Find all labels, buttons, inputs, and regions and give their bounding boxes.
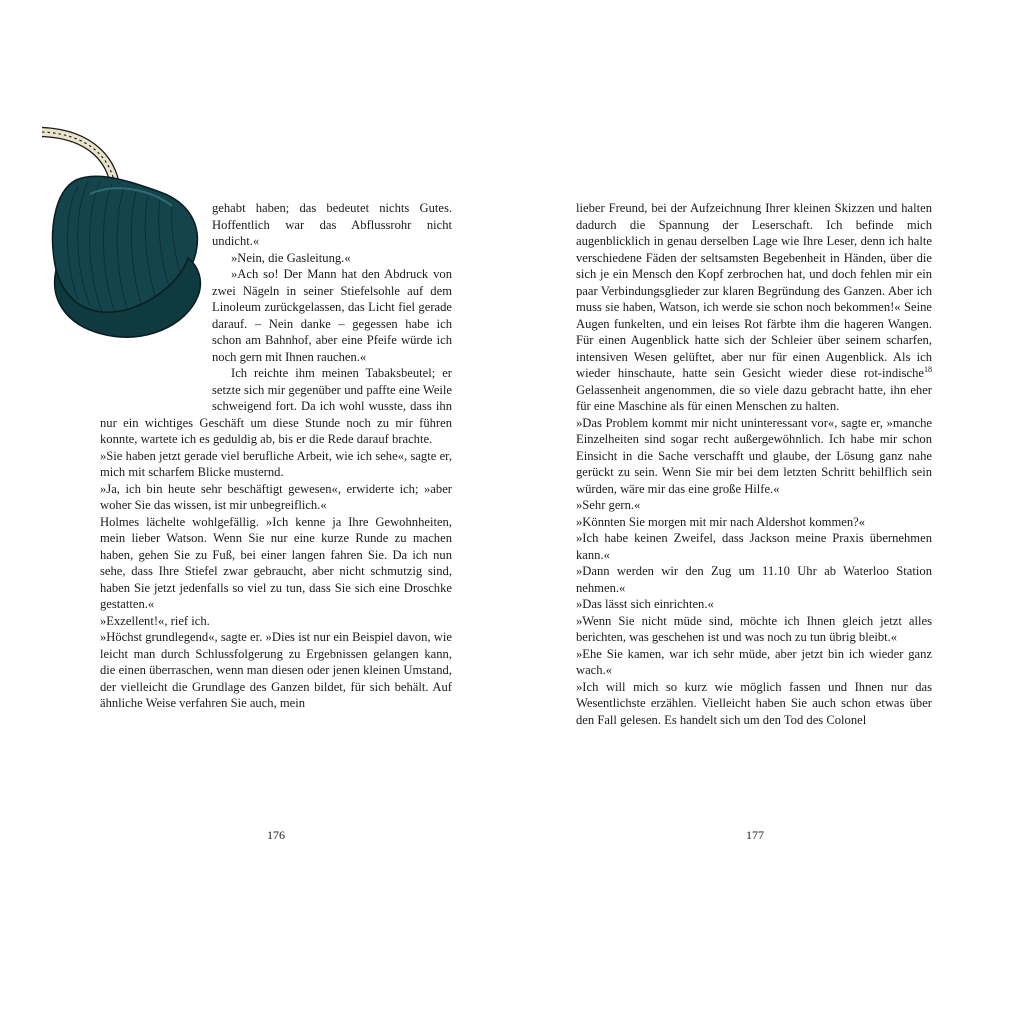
paragraph: »Höchst grundlegend«, sagte er. »Dies ist nur ein Beispiel davon, wie leicht man durch Schlussfolgerung zu Ergebnissen gelangen kann, die einen überraschen, wenn man diesen oder jenen kleinen Umstand, der vielleicht die Grundlage des Ganzen bildet, für sich behält. Auf ähnliche Weise verfahren Sie auch, mein — [100, 630, 452, 710]
illustration-text-wrap-spacer — [100, 200, 212, 406]
paragraph: »Ja, ich bin heute sehr beschäftigt gewesen«, erwiderte ich; »aber woher Sie das wissen, ist mir unbegreiflich.« — [100, 481, 452, 512]
paragraph: »Wenn Sie nicht müde sind, möchte ich Ihnen gleich jetzt alles berichten, was geschehen ist und was noch zu tun übrig bleibt.« — [576, 613, 932, 644]
paragraph-text: lieber Freund, bei der Aufzeichnung Ihrer kleinen Skizzen und halten dadurch die Spannung der Leserschaft. Ich befinde mich augenblicklich in genau derselben Lage wie Ihre Leser, denn ich halte verschiedene Fäden der seltsamsten Begebenheit in Händen, über die sich je ein Mensch den Kopf zerbrochen hat, und doch fehlen mir ein paar Verbindungsglieder zur klaren Begründung des Ganzen. Aber ich muss sie haben, Watson, ich werde sie schon noch bekommen!« Seine Augen funkelten, und ein leises Rot färbte ihm die hageren Wangen. Für einen Augenblick hatte sich der Schleier über seinem scharfen, intensiven Wesen gelüftet, aber nur für einen Augenblick. Als ich wieder hinschaute, hatte sein Gesicht wieder diese rot-indische — [576, 201, 932, 380]
paragraph: »Ich will mich so kurz wie möglich fassen und Ihnen nur das Wesentlichste erzählen. Vielleicht haben Sie auch schon etwas über den Fall gelesen. Es handelt sich um den Tod des Colonel — [576, 679, 932, 727]
left-page-text-column — [100, 200, 452, 712]
paragraph-text-continued: Gelassenheit angenommen, die so viele dazu gebracht hatte, ihn eher für eine Maschine als für einen Menschen zu halten. — [576, 382, 932, 413]
paragraph: gehabt haben; das bedeutet nichts Gutes. Hoffentlich war das Abflussrohr nicht undicht.« — [212, 201, 452, 248]
paragraph: »Ach so! Der Mann hat den Abdruck von zwei Nägeln in seiner Stiefelsohle auf dem Linoleum zurückgelassen, das Licht fiel gerade darauf. – Nein danke – gegessen habe ich schon am Bahnhof, aber eine Pfeife würde ich noch gern mit Ihnen rauchen.« — [212, 267, 452, 364]
right-page-text-column — [576, 200, 932, 728]
paragraph: »Exzellent!«, rief ich. — [100, 613, 210, 628]
paragraph: »Sehr gern.« — [576, 498, 641, 512]
paragraph: Ich reichte ihm meinen Tabaksbeutel; er setzte sich mir gegenüber und paffte eine Weile schweigend fort. Da ich wohl wusste, dass ihn nur ein wichtiges Geschäft um diese Stunde noch zu mir führen konnte, wartete ich es geduldig ab, bis er die Rede darauf brachte. — [100, 366, 452, 446]
paragraph: »Das lässt sich einrichten.« — [576, 597, 714, 611]
paragraph: »Nein, die Gasleitung.« — [231, 250, 351, 265]
paragraph: »Ich habe keinen Zweifel, dass Jackson meine Praxis übernehmen kann.« — [576, 531, 932, 562]
footnote-marker: 18 — [924, 364, 932, 374]
paragraph: Holmes lächelte wohlgefällig. »Ich kenne ja Ihre Gewohnheiten, mein lieber Watson. Wenn Sie nur eine kurze Runde zu machen haben, gehen Sie zu Fuß, bei einer langen fahren Sie. Da ich nun sehe, dass Ihre Stiefel zwar gebraucht, aber nicht schmutzig sind, haben Sie jetzt jedenfalls so viel zu tun, dass Sie sich eine Droschke gestatten.« — [100, 514, 452, 611]
paragraph: »Dann werden wir den Zug um 11.10 Uhr ab Waterloo Station nehmen.« — [576, 564, 932, 595]
paragraph: »Ehe Sie kamen, war ich sehr müde, aber jetzt bin ich wieder ganz wach.« — [576, 646, 932, 677]
paragraph — [576, 200, 932, 415]
paragraph: »Sie haben jetzt gerade viel berufliche Arbeit, wie ich sehe«, sagte er, mich mit scharfem Blicke musternd. — [100, 448, 452, 479]
paragraph: »Könnten Sie morgen mit mir nach Aldershot kommen?« — [576, 514, 866, 529]
page-number-right: 177 — [746, 828, 764, 842]
paragraph: »Das Problem kommt mir nicht uninteressant vor«, sagte er, »manche Einzelheiten sind sogar recht außergewöhnlich. Ich habe mir schon Einsicht in die Sache verschafft und glaube, der Lösung ganz nahe gerückt zu sein. Wenn Sie mir bei dem letzten Schritt behilflich sein würden, wäre mir das eine große Hilfe.« — [576, 415, 932, 496]
page-number-left: 176 — [267, 828, 285, 842]
